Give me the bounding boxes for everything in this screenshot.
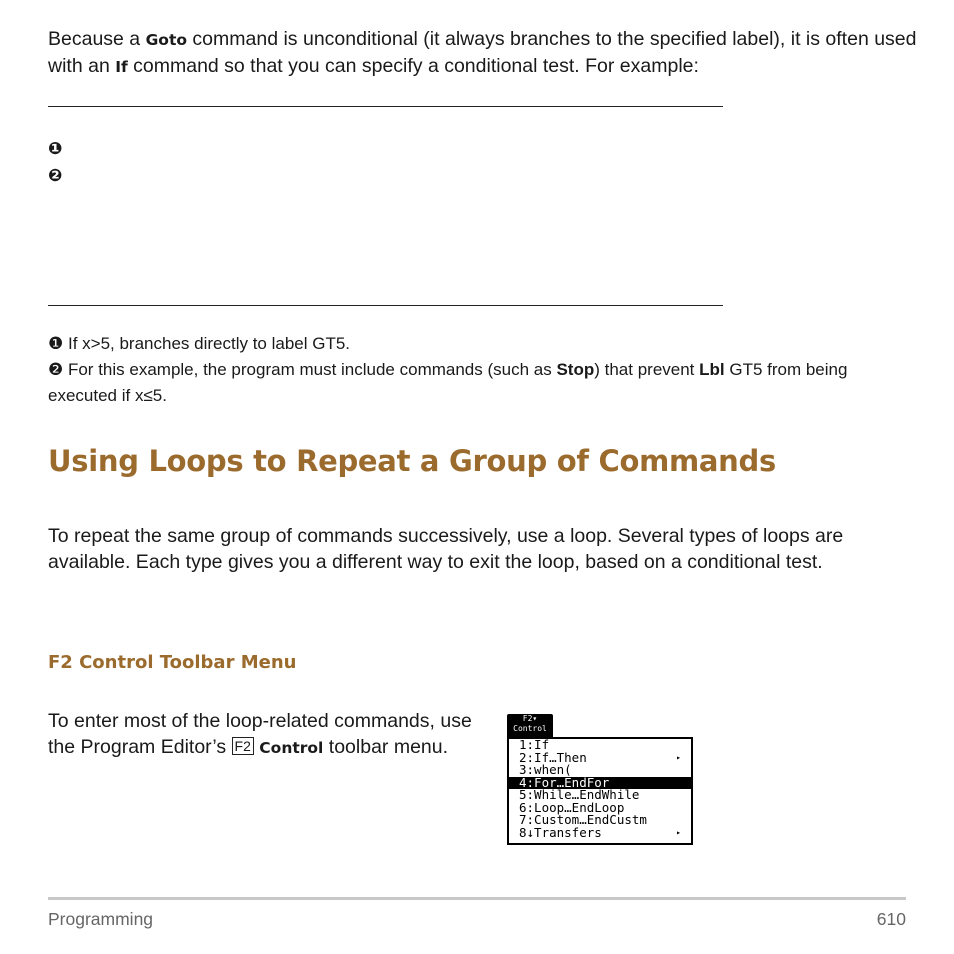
note-2 bbox=[48, 357, 888, 409]
note-2-marker: ❷ bbox=[48, 360, 64, 379]
submenu-arrow-icon: ▸ bbox=[676, 752, 681, 762]
page-number: 610 bbox=[876, 909, 906, 929]
section-heading: Using Loops to Repeat a Group of Commands bbox=[48, 444, 776, 478]
calc-menu-item-label: 1:If bbox=[519, 737, 550, 752]
calc-menu-item-label: 8↓Transfers bbox=[519, 824, 602, 840]
intro-text-2: command is unconditional (it always branches to the specified label), it is often used with an bbox=[48, 28, 917, 77]
example-top-rule bbox=[48, 106, 723, 107]
footer-rule bbox=[48, 897, 906, 900]
calculator-screen bbox=[507, 714, 693, 844]
goto-command: Goto bbox=[145, 31, 188, 49]
calc-menu-item-label: 7:Custom…EndCustm bbox=[519, 812, 647, 827]
section-paragraph: To repeat the same group of commands successively, use a loop. Several types of loops are available. Each type gives you a different way to exit the loop, based on a conditional test. bbox=[48, 525, 844, 573]
submenu-arrow-icon: ▸ bbox=[676, 827, 681, 837]
f2-key: F2 bbox=[232, 737, 254, 755]
intro-paragraph bbox=[48, 26, 918, 80]
stop-command: Stop bbox=[556, 360, 595, 379]
intro-text-3: command so that you can specify a conditional test. For example: bbox=[127, 55, 699, 77]
note-1-marker: ❶ bbox=[48, 334, 64, 353]
calc-menu-item-label: 6:Loop…EndLoop bbox=[519, 799, 625, 815]
calc-menu-item-label: 4:For…EndFor bbox=[519, 774, 610, 790]
intro-text-1: Because a bbox=[48, 28, 146, 50]
calc-menu bbox=[507, 737, 693, 845]
note-2-text-2: ) that prevent bbox=[594, 360, 700, 379]
note-2-text-1: For this example, the program must include commands (such as bbox=[63, 360, 557, 379]
subsection-text-2: toolbar menu. bbox=[323, 736, 449, 758]
control-label: Control bbox=[259, 739, 324, 757]
calc-menu-item-label: 5:While…EndWhile bbox=[519, 787, 640, 802]
subsection-paragraph bbox=[48, 708, 498, 761]
if-command: If bbox=[115, 58, 128, 76]
footer-section: Programming bbox=[48, 909, 154, 929]
lbl-command: Lbl bbox=[699, 360, 725, 379]
calc-menu-item-label: 2:If…Then bbox=[519, 749, 587, 765]
example-marker-1: ❶ bbox=[48, 139, 63, 158]
subsection-heading: F2 Control Toolbar Menu bbox=[48, 652, 297, 673]
subsection-text-1: To enter most of the loop-related commands, use the Program Editor’s bbox=[48, 710, 472, 758]
example-bottom-rule bbox=[48, 305, 723, 306]
calc-tab-line-1: F2▾ bbox=[522, 714, 538, 723]
example-marker-2: ❷ bbox=[48, 166, 63, 185]
calc-menu-item[interactable] bbox=[509, 824, 691, 840]
calc-toolbar-tab bbox=[507, 714, 553, 737]
note-1 bbox=[48, 331, 908, 357]
calc-menu-item-label: 3:when( bbox=[519, 762, 572, 777]
note-2-text-3: GT5 from being executed if x≤5. bbox=[48, 360, 848, 405]
calc-tab-line-2: Control bbox=[513, 724, 547, 733]
note-1-text: If x>5, branches directly to label GT5. bbox=[63, 334, 351, 353]
